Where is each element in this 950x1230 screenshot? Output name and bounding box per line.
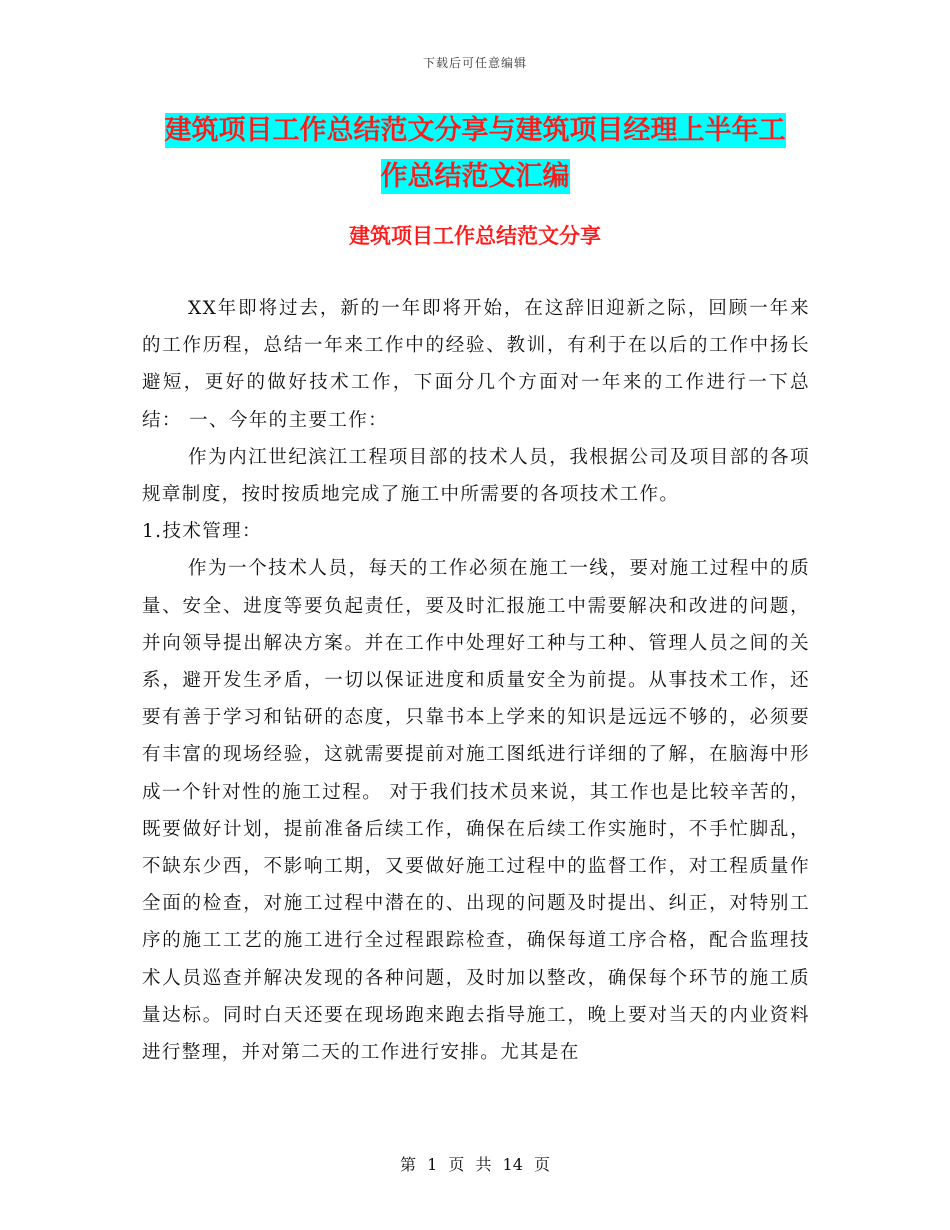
paragraph-role: 作为内江世纪滨江工程项目部的技术人员，我根据公司及项目部的各项规章制度，按时按质地完成了施工中所需要的各项技术工作。 [142, 446, 810, 506]
paragraph-technical-management: 作为一个技术人员，每天的工作必须在施工一线，要对施工过程中的质量、安全、进度等要负起责任，要及时汇报施工中需要解决和改进的问题，并向领导提出解决方案。并在工作中处理好工种与工种、管理人员之间的关系，避开发生矛盾，一切以保证进度和质量安全为前提。从事技术工作，还要有善于学习和钻研的态度，只靠书本上学来的知识是远远不够的，必须要有丰富的现场经验，这就需要提前对施工图纸进行详细的了解，在脑海中形成一个针对性的施工过程。 对于我们技术员来说，其工作也是比较辛苦的，既要做好计划，提前准备后续工作，确保在后续工作实施时，不手忙脚乱，不缺东少西，不影响工期，又要做好施工过程中的监督工作，对工程质量作全面的检查，对施工过程中潜在的、出现的问题及时提出、纠正，对特别工序的施工工艺的施工进行全过程跟踪检查，确保每道工序合格，配合监理技术人员巡查并解决发现的各种问题，及时加以整改，确保每个环节的施工质量达标。同时白天还要在现场跑来跑去指导施工，晚上要对当天的内业资料进行整理，并对第二天的工作进行安排。尤其是在 [142, 558, 810, 1064]
document-title-line-1: 建筑项目工作总结范文分享与建筑项目经理上半年工 [164, 115, 786, 146]
body-text [142, 290, 810, 1071]
document-title-line-2: 作总结范文汇编 [380, 161, 570, 192]
header-note: 下载后可任意编辑 [422, 56, 527, 70]
paragraph-intro: XX年即将过去，新的一年即将开始，在这辞旧迎新之际，回顾一年来的工作历程，总结一年来工作中的经验、教训，有利于在以后的工作中扬长避短，更好的做好技术工作，下面分几个方面对一年来的工作进行一下总结： 一、今年的主要工作： [142, 298, 810, 431]
subheading-technical-management: 1.技术管理： [142, 521, 262, 543]
page-footer: 第 1 页 共 14 页 [400, 1155, 550, 1174]
document-title [0, 108, 950, 200]
section-title: 建筑项目工作总结范文分享 [349, 224, 601, 248]
